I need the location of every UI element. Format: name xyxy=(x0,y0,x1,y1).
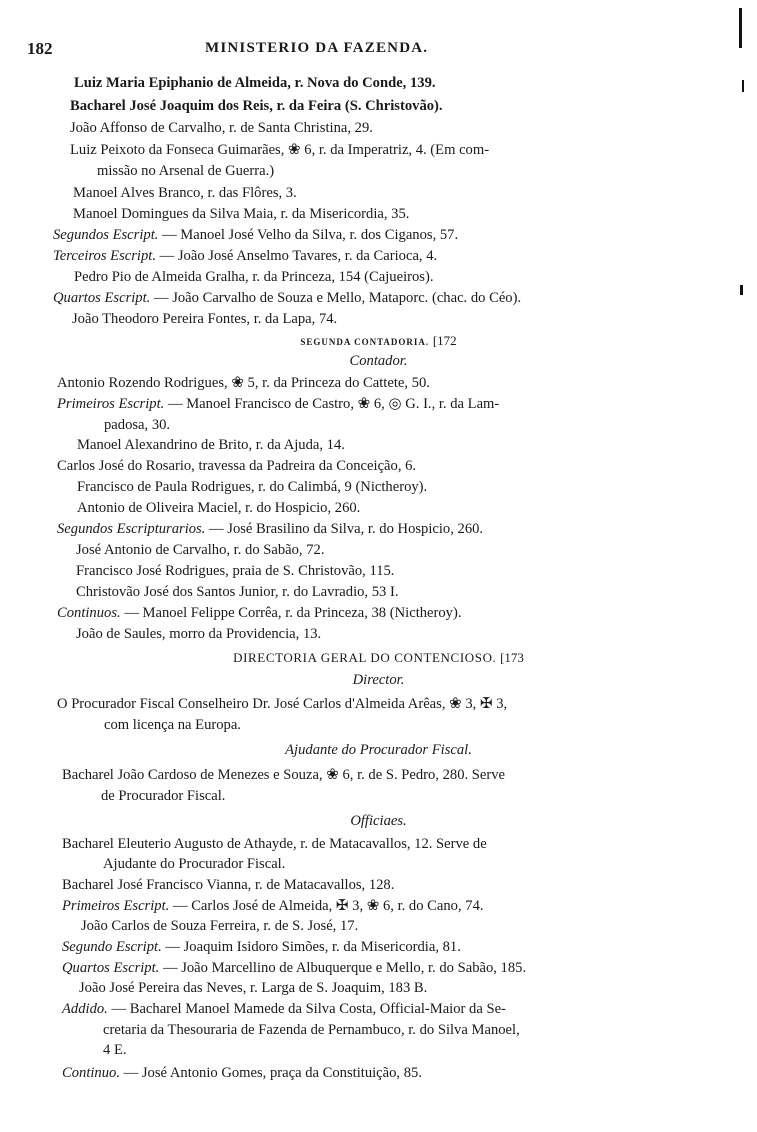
entry-line: Pedro Pio de Almeida Gralha, r. da Princeza, 154 (Cajueiros). xyxy=(74,269,434,285)
subsection-title: Officiaes. xyxy=(350,813,407,829)
subsection-title: Ajudante do Procurador Fiscal. xyxy=(285,742,472,758)
entry-line: Antonio Rozendo Rodrigues, ❀ 5, r. da Princeza do Cattete, 50. xyxy=(57,375,430,391)
entry-line: Bacharel José Joaquim dos Reis, r. da Feira (S. Christovão). xyxy=(70,98,443,114)
entry-line: padosa, 30. xyxy=(104,417,171,433)
entry-line: Christovão José dos Santos Junior, r. do Lavradio, 53 I. xyxy=(76,584,399,600)
entry-line: Francisco de Paula Rodrigues, r. do Calimbá, 9 (Nictheroy). xyxy=(77,479,428,495)
entry-line: Antonio de Oliveira Maciel, r. do Hospicio, 260. xyxy=(77,500,361,516)
entry-line: Continuo. — José Antonio Gomes, praça da Constituição, 85. xyxy=(62,1065,422,1081)
christ-cross-icon: ✠ xyxy=(335,898,349,914)
entry-line: Quartos Escript. — João Marcellino de Albuquerque e Mello, r. do Sabão, 185. xyxy=(62,960,527,976)
rose-order-icon: ❀ xyxy=(326,767,339,783)
scan-edge-artifact xyxy=(728,0,757,330)
entry-line: Segundos Escripturarios. — José Brasilino da Silva, r. do Hospicio, 260. xyxy=(57,521,484,537)
entry-line: O Procurador Fiscal Conselheiro Dr. José Carlos d'Almeida Arêas, ❀ 3, ✠ 3, xyxy=(57,696,508,712)
entry-line: Manoel Alves Branco, r. das Flôres, 3. xyxy=(73,185,297,201)
section-heading: SEGUNDA CONTADORIA. [172 xyxy=(300,333,457,348)
entry-line: João Theodoro Pereira Fontes, r. da Lapa, 74. xyxy=(72,311,338,327)
christ-cross-icon: ✠ xyxy=(479,696,493,712)
entry-line: João Affonso de Carvalho, r. de Santa Christina, 29. xyxy=(70,120,373,136)
subsection-title: Director. xyxy=(352,672,405,688)
entry-line: José Antonio de Carvalho, r. do Sabão, 72. xyxy=(76,542,325,558)
entry-line: Primeiros Escript. — Carlos José de Almeida, ✠ 3, ❀ 6, r. do Cano, 74. xyxy=(62,898,484,914)
entry-line: Manoel Alexandrino de Brito, r. da Ajuda, 14. xyxy=(77,437,345,453)
subsection-title: Contador. xyxy=(349,353,408,369)
entry-line: João José Pereira das Neves, r. Larga de S. Joaquim, 183 B. xyxy=(79,980,428,996)
entry-line: Terceiros Escript. — João José Anselmo Tavares, r. da Carioca, 4. xyxy=(53,248,438,264)
entry-line: Manoel Domingues da Silva Maia, r. da Misericordia, 35. xyxy=(73,206,410,222)
entry-line: Luiz Peixoto da Fonseca Guimarães, ❀ 6, r. da Imperatriz, 4. (Em com- xyxy=(70,142,490,158)
section-heading: DIRECTORIA GERAL DO CONTENCIOSO. [173 xyxy=(233,650,524,665)
entry-line: Segundo Escript. — Joaquim Isidoro Simões, r. da Misericordia, 81. xyxy=(62,939,461,955)
entry-line: Primeiros Escript. — Manoel Francisco de Castro, ❀ 6, ◎ G. I., r. da Lam- xyxy=(57,396,500,412)
rose-order-icon: ❀ xyxy=(366,898,380,914)
entry-line: Ajudante do Procurador Fiscal. xyxy=(103,856,286,872)
entry-line: Francisco José Rodrigues, praia de S. Christovão, 115. xyxy=(76,563,395,579)
grand-insignia-icon: ◎ xyxy=(388,396,402,412)
entry-line: 4 E. xyxy=(103,1042,127,1058)
entry-line: Quartos Escript. — João Carvalho de Souza e Mello, Mataporc. (chac. do Céo). xyxy=(53,290,522,306)
entry-line: Bacharel Eleuterio Augusto de Athayde, r. de Matacavallos, 12. Serve de xyxy=(62,836,487,852)
rose-order-icon: ❀ xyxy=(357,396,371,412)
entry-line: João Carlos de Souza Ferreira, r. de S. José, 17. xyxy=(81,918,359,934)
rose-order-icon: ❀ xyxy=(231,375,244,391)
rose-order-icon: ❀ xyxy=(449,696,462,712)
entry-line: missão no Arsenal de Guerra.) xyxy=(97,163,275,179)
entry-line: Segundos Escript. — Manoel José Velho da Silva, r. dos Ciganos, 57. xyxy=(53,227,459,243)
entry-line: Continuos. — Manoel Felippe Corrêa, r. da Princeza, 38 (Nictheroy). xyxy=(57,605,462,621)
entry-line: João de Saules, morro da Providencia, 13. xyxy=(76,626,322,642)
entry-line: Addido. — Bacharel Manoel Mamede da Silva Costa, Official-Maior da Se- xyxy=(62,1001,506,1017)
entry-line: com licença na Europa. xyxy=(104,717,241,733)
running-title: MINISTERIO DA FAZENDA. xyxy=(205,40,429,56)
page-number: 182 xyxy=(27,39,53,58)
rose-order-icon: ❀ xyxy=(288,142,301,158)
entry-line: cretaria da Thesouraria de Fazenda de Pernambuco, r. do Silva Manoel, xyxy=(103,1022,520,1038)
entry-line: Carlos José do Rosario, travessa da Padreira da Conceição, 6. xyxy=(57,458,417,474)
entry-line: Bacharel José Francisco Vianna, r. de Matacavallos, 128. xyxy=(62,877,395,893)
entry-line: Luiz Maria Epiphanio de Almeida, r. Nova do Conde, 139. xyxy=(74,75,436,91)
entry-line: Bacharel João Cardoso de Menezes e Souza, ❀ 6, r. de S. Pedro, 280. Serve xyxy=(62,767,506,783)
entry-line: de Procurador Fiscal. xyxy=(101,788,226,804)
